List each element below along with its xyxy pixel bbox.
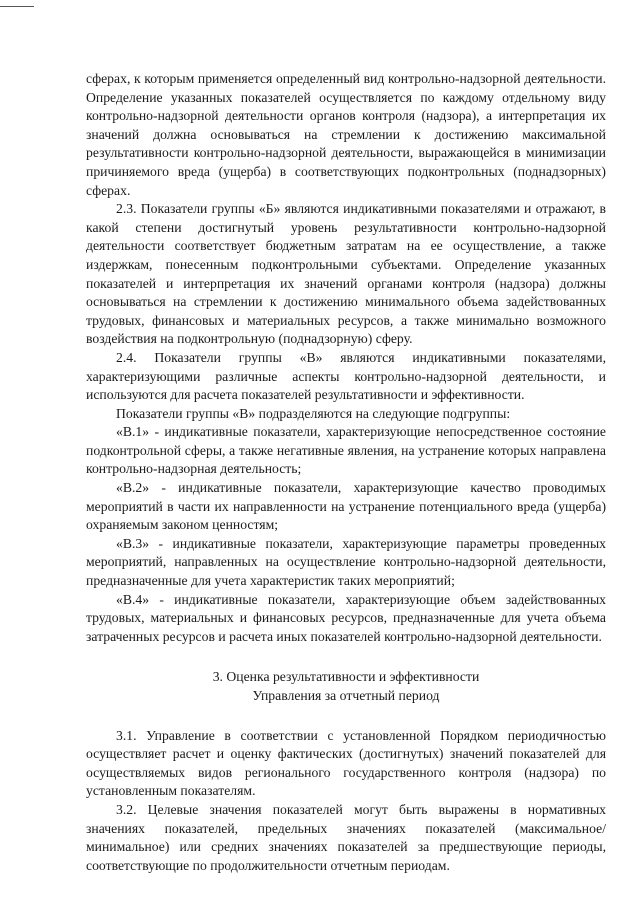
paragraph-3-1: 3.1. Управление в соответствии с установленной Порядком периодичностью осуществляет расчет и оценку фактических (достигнутых) значений показателей для осуществляемых видов регионального государственного контроля (надзора) по установленным показателям.: [86, 727, 606, 799]
paragraph-subgroups-intro: Показатели группы «В» подразделяются на следующие подгруппы:: [116, 405, 511, 421]
scan-corner-line: [0, 6, 34, 7]
paragraph-2-4: 2.4. Показатели группы «В» являются индикативными показателями, характеризующими различные аспекты контрольно-надзорной деятельности, и используются для расчета показателей результативности и эффективности.: [86, 349, 606, 403]
paragraph-continuation: сферах, к которым применяется определенный вид контрольно-надзорной деятельности. Определение указанных показателей осуществляется по каждому отдельному виду контрольно-надзорной деятельности органов контроля (надзора), а интерпретация их значений должна основываться на стремлении к достижению максимальной результативности контрольно-надзорной деятельности, выражающейся в минимизации причиняемого вреда (ущерба) в соответствующих подконтрольных (поднадзорных) сферах.: [86, 71, 606, 198]
paragraph-3-2: 3.2. Целевые значения показателей могут быть выражены в нормативных значениях показателей, предельных значениях показателей (максимальное/минимальное) или средних значениях показателей за предшествующие периоды, соответствующие по продолжительности отчетным периодам.: [86, 801, 606, 873]
paragraph-b4: «В.4» - индикативные показатели, характеризующие объем задействованных трудовых, материальных и финансовых ресурсов, предназначенные для учета объема затраченных ресурсов и расчета иных показателей контрольно-надзорной деятельности.: [86, 591, 606, 644]
document-body: [86, 70, 606, 875]
paragraph-b2: «В.2» - индикативные показатели, характеризующие качество проводимых мероприятий в части их направленности на устранение потенциального вреда (ущерба) охраняемым законом ценностям;: [86, 480, 606, 533]
paragraph-b1: «В.1» - индикативные показатели, характеризующие непосредственное состояние подконтрольной сферы, а также негативные явления, на устранение которых направлена контрольно-надзорная деятельность;: [86, 424, 606, 477]
paragraph-2-3: 2.3. Показатели группы «Б» являются индикативными показателями и отражают, в какой степени достигнутый уровень результативности контрольно-надзорной деятельности соответствует бюджетным затратам на ее осуществление, а также издержкам, понесенным подконтрольными субъектами. Определение указанных показателей и интерпретация их значений органами контроля (надзора) должны основываться на стремлении к достижению минимального объема задействованных трудовых, финансовых и материальных ресурсов, а также минимально возможного воздействия на подконтрольную (поднадзорную) сферу.: [86, 201, 606, 347]
section-heading-line1: 3. Оценка результативности и эффективности: [212, 669, 480, 685]
section-heading-line2: Управления за отчетный период: [252, 688, 440, 703]
section-heading: [86, 668, 606, 705]
paragraph-b3: «В.3» - индикативные показатели, характеризующие параметры проведенных мероприятий, направленных на осуществление контрольно-надзорной деятельности, предназначенные для учета характеристик таких мероприятий;: [86, 535, 606, 589]
